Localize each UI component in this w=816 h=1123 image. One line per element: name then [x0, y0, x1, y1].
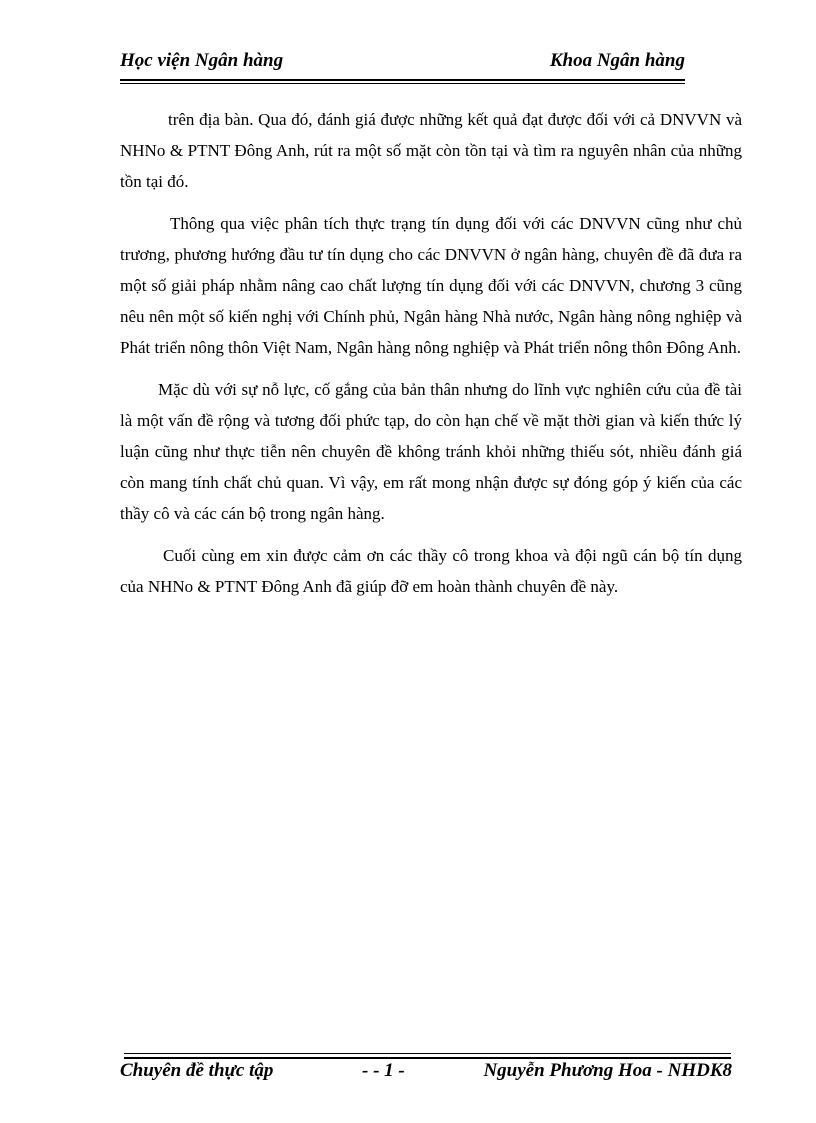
header-institution: Học viện Ngân hàng [120, 50, 284, 71]
footer-divider-thin [124, 1053, 731, 1054]
page-header [120, 50, 685, 76]
footer-author: Nguyễn Phương Hoa - NHDK8 [483, 1060, 732, 1081]
paragraph-4: Cuối cùng em xin được cảm ơn các thầy cô trong khoa và đội ngũ cán bộ tín dụng của NHNo & PTNT Đông Anh đã giúp đỡ em hoàn thành chuyên đề này. [120, 546, 742, 596]
paragraph-2: Thông qua việc phân tích thực trạng tín dụng đối với các DNVVN cũng như chủ trương, phương hướng đầu tư tín dụng cho các DNVVN ở ngân hàng, chuyên đề đã đưa ra một số giải pháp nhằm nâng cao chất lượng tín dụng đối với các DNVVN, chương 3 cũng nêu nên một số kiến nghị với Chính phủ, Ngân hàng Nhà nước, Ngân hàng nông nghiệp và Phát triển nông thôn Việt Nam, Ngân hàng nông nghiệp và Phát triển nông thôn Đông Anh. [120, 214, 742, 357]
document-body [120, 104, 742, 613]
header-divider-thin [120, 83, 685, 84]
paragraph-1: trên địa bàn. Qua đó, đánh giá được những kết quả đạt được đối với cả DNVVN và NHNo & PTNT Đông Anh, rút ra một số mặt còn tồn tại và tìm ra nguyên nhân của những tồn tại đó. [120, 110, 742, 191]
page-footer [120, 1060, 732, 1086]
page-number: - - 1 - [362, 1060, 405, 1081]
footer-document-type: Chuyên đề thực tập [120, 1060, 274, 1081]
paragraph-3: Mặc dù với sự nỗ lực, cố gắng của bản thân nhưng do lĩnh vực nghiên cứu của đề tài là một vấn đề rộng và tương đối phức tạp, do còn hạn chế về mặt thời gian và kiến thức lý luận cũng như thực tiễn nên chuyên đề không tránh khỏi những thiếu sót, nhiều đánh giá còn mang tính chất chủ quan. Vì vậy, em rất mong nhận được sự đóng góp ý kiến của các thầy cô và các cán bộ trong ngân hàng. [120, 380, 742, 523]
footer-divider [124, 1057, 731, 1059]
header-faculty: Khoa Ngân hàng [549, 50, 685, 71]
header-divider [120, 79, 685, 81]
